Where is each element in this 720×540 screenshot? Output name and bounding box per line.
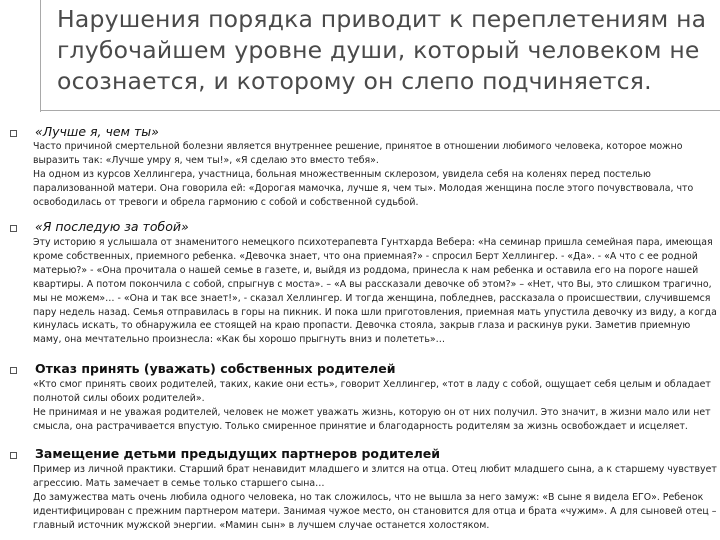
body-line: выразить так: «Лучше умру я, чем ты!», «Я сделаю это вместо тебя». [33, 154, 379, 166]
section-heading: «Лучше я, чем ты» [35, 124, 159, 139]
body-line: мы не можем»… - «Она и так все знает!», - сказал Хеллингер. И тогда женщина, побледнев, рассказала о происшествии, случившемся [33, 292, 711, 304]
body-line: маму, она мечтательно произнесла: «Как бы хорошо прыгнуть вниз и полететь»… [33, 334, 445, 346]
section-better-me [10, 124, 720, 214]
body-line: Пример из личной практики. Старший брат ненавидит младшего и злится на отца. Отец любит младшего сына, а к старшему чувствует [33, 464, 717, 475]
section-body [33, 463, 720, 533]
slide-title [57, 4, 717, 97]
body-line: главный источник мужской энергии. «Мамин сын» в лучшем случае останется холостяком. [33, 519, 490, 531]
body-line: кинулась искать, то обнаружила ее стоящей на краю пропасти. Девочка стояла, закрыв глаза и раскинув руки. Заметив приемную [33, 320, 691, 332]
square-bullet-icon [10, 367, 17, 374]
section-body [33, 236, 720, 347]
body-line: Часто причиной смертельной болезни является внутреннее решение, принятое в отношении любимого человека, которое можно [33, 141, 683, 152]
body-line: идентифицирован с прежним партнером матери. Занимая чужое место, он становится для отца и брата «чужим». А для сыновей отец – [33, 505, 717, 517]
body-line: квартиры. А потом покончила с собой, спрыгнув с моста». – «А вы рассказали девочке об этом?» – «Нет, что Вы, это слишком трагично, [33, 278, 712, 290]
body-line: парализованной матери. Она говорила ей: «Дорогая мамочка, лучше я, чем ты». Молодая женщина после этого почувствовала, что [33, 182, 694, 194]
square-bullet-icon [10, 225, 17, 232]
title-horizontal-rule [40, 110, 720, 111]
body-line: матерью?» - «Она прочитала о нашей семье в газете, и, выйдя из роддома, принесла к нам ребенка и оставила его на пороге нашей [33, 264, 699, 276]
section-heading: Замещение детьми предыдущих партнеров родителей [35, 446, 440, 461]
body-line: кроме собственных, приемного ребенка. «Девочка знает, что она приемная?» - спросил Берт Хеллингер. - «Да». - «А что с ее родной [33, 250, 698, 262]
square-bullet-icon [10, 130, 17, 137]
body-line: Не принимая и не уважая родителей, человек не может уважать жизнь, которую он от них получил. Это значит, в жизни мало или нет [33, 406, 711, 418]
body-line: смысла, она растрачивается впустую. Только смиренное принятие и благодарность родителям за жизнь освобождает и исцеляет. [33, 420, 688, 432]
body-line: агрессию. Мать замечает в семье только старшего сына… [33, 477, 325, 489]
title-line: осознается, и которому он слепо подчиняется. [57, 67, 652, 95]
section-heading: Отказ принять (уважать) собственных родителей [35, 361, 396, 376]
section-heading: «Я последую за тобой» [35, 219, 189, 234]
section-body [33, 140, 720, 210]
title-vertical-rule [40, 0, 41, 112]
square-bullet-icon [10, 452, 17, 459]
body-line: пару недель назад. Семья отправилась в горы на пикник. И пока шли приготовления, приемная мать упустила девочку из виду, а когда [33, 306, 717, 318]
section-partner-replacement [10, 446, 720, 540]
body-line: освободилась от тревоги и обрела гармонию с собой и собственной судьбой. [33, 196, 419, 208]
body-line: «Кто смог принять своих родителей, таких, какие они есть», говорит Хеллингер, «тот в ладу с собой, ощущает себя целым и обладает [33, 379, 711, 390]
body-line: полнотой силы обоих родителей». [33, 392, 205, 404]
title-line: глубочайшем уровне души, который человеком не [57, 36, 700, 64]
body-line: Эту историю я услышала от знаменитого немецкого психотерапевта Гунтхарда Вебера: «На семинар пришла семейная пара, имеющая [33, 237, 713, 248]
section-follow-you [10, 219, 720, 355]
title-line: Нарушения порядка приводит к переплетениям на [57, 5, 707, 33]
body-line: На одном из курсов Хеллингера, участница, больная множественным склерозом, увидела себя на коленях перед постелью [33, 168, 651, 180]
body-line: До замужества мать очень любила одного человека, но так сложилось, что не вышла за него замуж: «В сыне я видела ЕГО». Ребенок [33, 491, 704, 503]
section-accept-parents [10, 361, 720, 441]
section-body [33, 378, 720, 434]
